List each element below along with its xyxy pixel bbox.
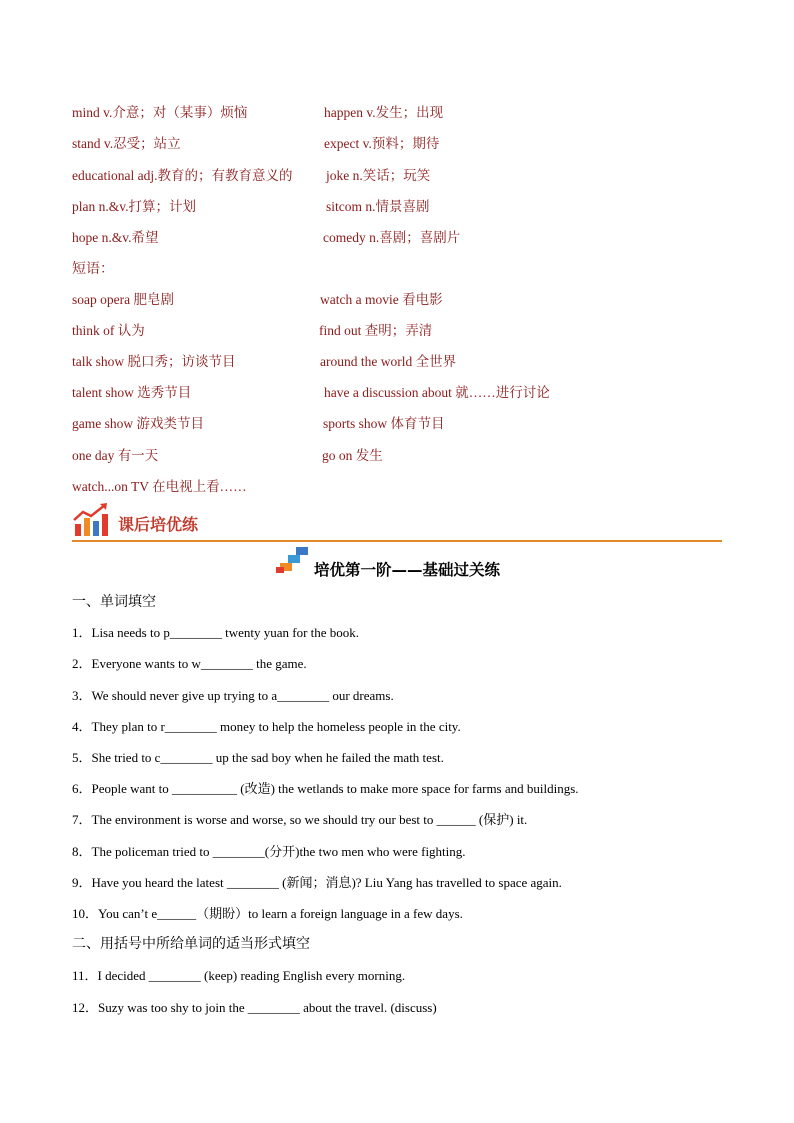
vocab-right: joke n.笑话；玩笑 [326, 168, 431, 183]
phrase-left: talent show 选秀节目 [72, 385, 192, 400]
vocab-left: stand v.忍受；站立 [72, 136, 181, 151]
question: 3．We should never give up trying to a________ our dreams. [72, 688, 394, 703]
growth-chart-icon [72, 502, 112, 540]
question: 4．They plan to r________ money to help the homeless people in the city. [72, 719, 461, 734]
part2-title: 二、用括号中所给单词的适当形式填空 [72, 936, 310, 952]
vocab-right: sitcom n.情景喜剧 [326, 199, 430, 214]
question: 12．Suzy was too shy to join the ________ about the travel. (discuss) [72, 1000, 437, 1015]
section-divider [72, 540, 722, 542]
phrase-left: watch...on TV 在电视上看…… [72, 479, 247, 494]
question: 8．The policeman tried to ________(分开)the two men who were fighting. [72, 844, 466, 859]
question: 9．Have you heard the latest ________ (新闻；消息)? Liu Yang has travelled to space again. [72, 875, 562, 890]
phrase-left: one day 有一天 [72, 448, 159, 463]
question: 5．She tried to c________ up the sad boy when he failed the math test. [72, 750, 444, 765]
section-header [72, 500, 722, 542]
section-title: 课后培优练 [118, 515, 199, 534]
phrase-right: find out 查明；弄清 [319, 323, 433, 338]
subsection-header [276, 547, 576, 577]
phrase-right: watch a movie 看电影 [320, 292, 443, 307]
subsection-title: 培优第一阶——基础过关练 [314, 561, 501, 579]
phrase-right: have a discussion about 就……进行讨论 [324, 385, 550, 400]
question: 6．People want to __________ (改造) the wetlands to make more space for farms and buildings. [72, 781, 579, 796]
phrase-left: think of 认为 [72, 323, 145, 338]
steps-icon [276, 547, 310, 575]
vocab-left: mind v.介意；对（某事）烦恼 [72, 105, 248, 120]
question: 2．Everyone wants to w________ the game. [72, 656, 307, 671]
part1-title: 一、单词填空 [72, 594, 156, 610]
phrase-right: sports show 体育节目 [323, 416, 445, 431]
vocab-right: happen v.发生；出现 [324, 105, 444, 120]
question: 1．Lisa needs to p________ twenty yuan for the book. [72, 625, 360, 640]
question: 7．The environment is worse and worse, so we should try our best to ______ (保护) it. [72, 812, 528, 827]
phrase-left: game show 游戏类节目 [72, 416, 204, 431]
vocab-left: educational adj.教育的；有教育意义的 [72, 168, 293, 183]
phrase-right: go on 发生 [322, 448, 383, 463]
phrase-right: around the world 全世界 [320, 354, 457, 369]
question: 11．I decided ________ (keep) reading English every morning. [72, 968, 406, 983]
question: 10．You can’t e______（期盼）to learn a foreign language in a few days. [72, 906, 463, 921]
phrase-left: talk show 脱口秀；访谈节目 [72, 354, 236, 369]
vocab-right: expect v.预料；期待 [324, 136, 440, 151]
vocab-left: plan n.&v.打算；计划 [72, 199, 196, 214]
phrases-heading: 短语： [72, 262, 114, 277]
phrase-left: soap opera 肥皂剧 [72, 292, 174, 307]
vocab-left: hope n.&v.希望 [72, 230, 159, 245]
vocab-right: comedy n.喜剧；喜剧片 [323, 230, 461, 245]
